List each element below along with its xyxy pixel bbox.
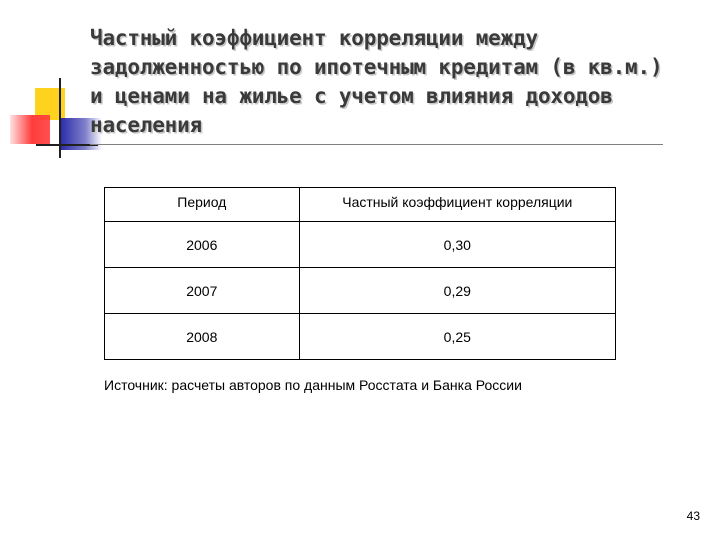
table-row [105,314,616,360]
red-bar [10,115,50,144]
cell-coefficient: 0,29 [299,268,615,314]
slide-title: Частный коэффициент корреляции между задолженностью по ипотечным кредитам (в кв.м.) и ценами на жилье с учетом влияния доходов населения [90,26,663,137]
cell-period: 2006 [105,222,300,268]
page-number: 43 [686,509,700,523]
title-divider [90,144,663,145]
table-row [105,268,616,314]
table-header-row [105,188,616,222]
cell-coefficient: 0,30 [299,222,615,268]
table-row [105,222,616,268]
header-period: Период [105,188,300,222]
source-note: Источник: расчеты авторов по данным Росстата и Банка России [104,377,522,393]
cell-period: 2008 [105,314,300,360]
cell-period: 2007 [105,268,300,314]
header-coefficient: Частный коэффициент корреляции [299,188,615,222]
cell-coefficient: 0,25 [299,314,615,360]
correlation-table [104,187,616,360]
